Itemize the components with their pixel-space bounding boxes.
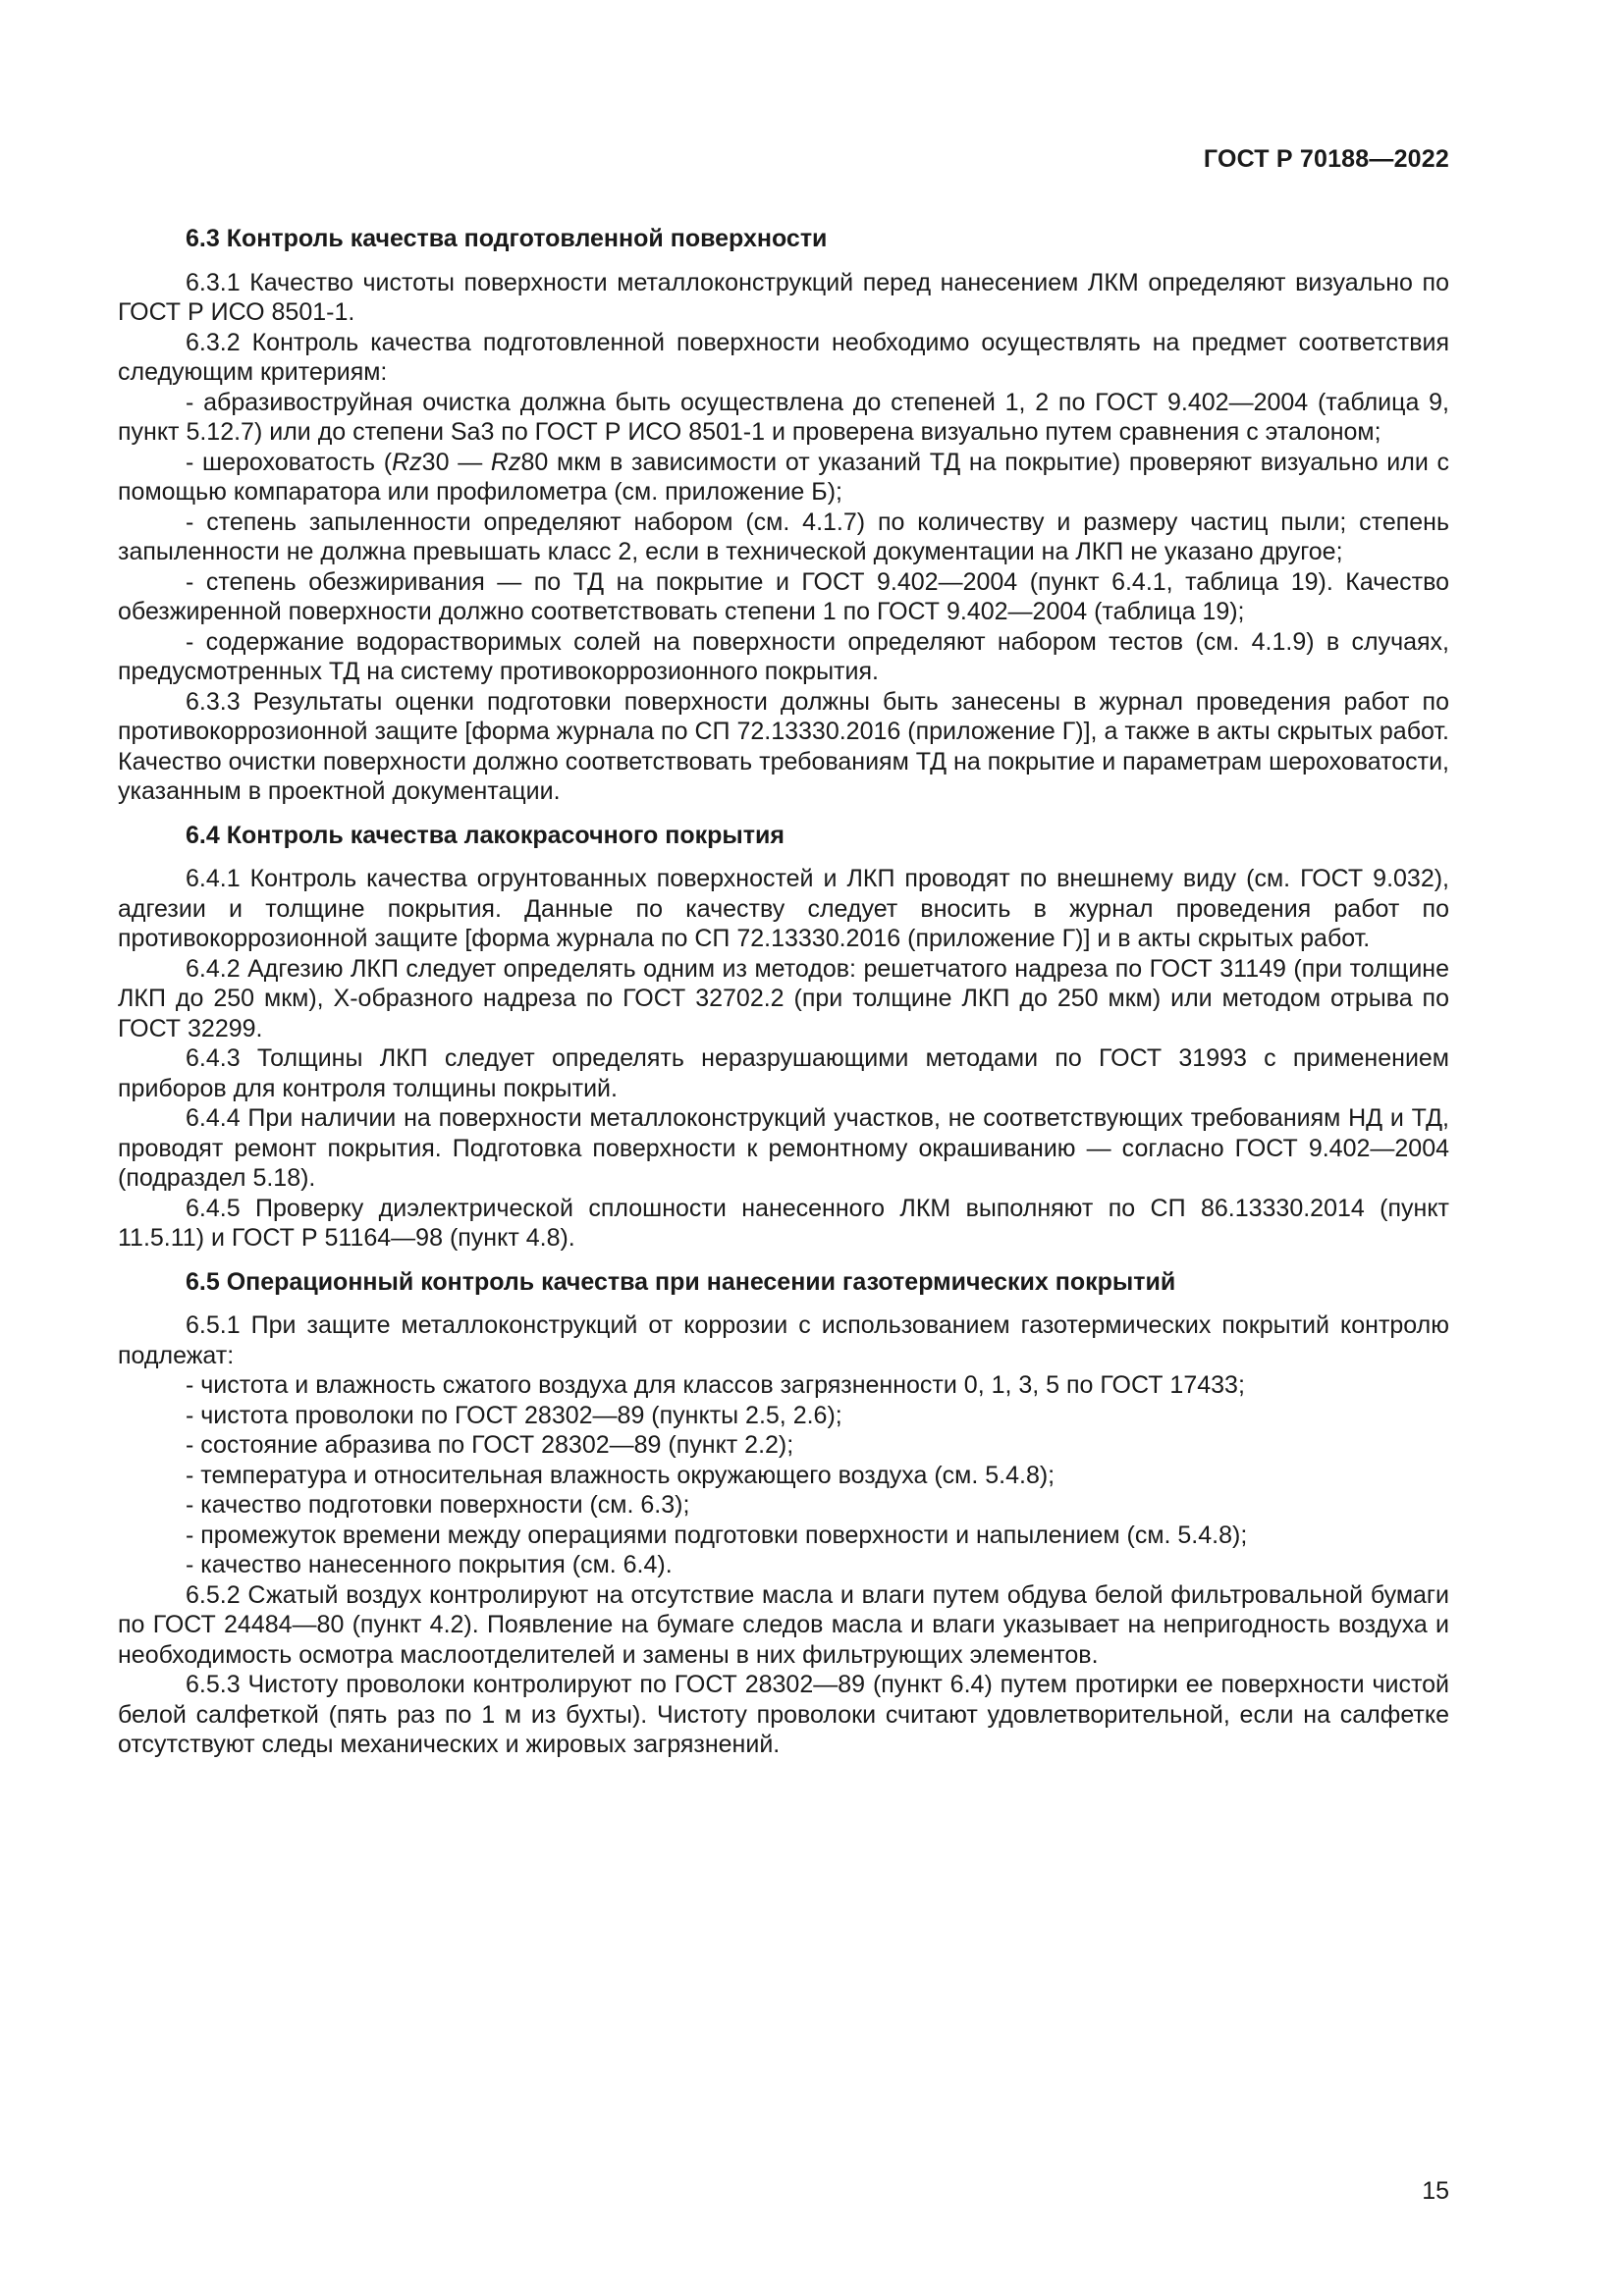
criteria-item: - содержание водорастворимых солей на поверхности определяют набором тестов (см. 4.1.9) в случаях, предусмотренных ТД на систему противокоррозионного покрытия. xyxy=(118,627,1449,685)
paragraph-6-4-1: 6.4.1 Контроль качества огрунтованных поверхностей и ЛКП проводят по внешнему виду (см. ГОСТ 9.032), адгезии и толщине покрытия. Данные по качеству следует вносить в журнал проведения работ по противокоррозионной защите [форма журнала по СП 72.13330.2016 (приложение Г)] и в акты скрытых работ. xyxy=(118,865,1449,952)
criteria-item: - степень запыленности определяют набором (см. 4.1.7) по количеству и размеру частиц пыли; степень запыленности не должна превышать класс 2, если в технической документации на ЛКП не указано другое; xyxy=(118,507,1449,565)
document-body xyxy=(118,224,1449,1760)
paragraph-6-3-2: 6.3.2 Контроль качества подготовленной поверхности необходимо осуществлять на предмет соответствия следующим критериям: xyxy=(118,328,1449,386)
section-heading-6-5: 6.5 Операционный контроль качества при нанесении газотермических покрытий xyxy=(186,1267,1176,1296)
text-run: - шероховатость ( xyxy=(186,448,393,476)
rz-symbol: Rz xyxy=(490,448,521,476)
criteria-item: - абразивоструйная очистка должна быть осуществлена до степеней 1, 2 по ГОСТ 9.402—2004 (таблица 9, пункт 5.12.7) или до степени Sa3 по ГОСТ Р ИСО 8501-1 и проверена визуально путем сравнения с эталоном; xyxy=(118,388,1449,446)
section-heading-6-3: 6.3 Контроль качества подготовленной поверхности xyxy=(186,225,828,252)
control-list-item: - состояние абразива по ГОСТ 28302—89 (пункт 2.2); xyxy=(186,1431,794,1459)
paragraph-6-5-1: 6.5.1 При защите металлоконструкций от коррозии с использованием газотермических покрытий контролю подлежат: xyxy=(118,1311,1449,1369)
criteria-item-roughness xyxy=(118,448,1449,507)
control-list-item: - промежуток времени между операциями подготовки поверхности и напылением (см. 5.4.8); xyxy=(186,1521,1248,1549)
text-run: 30 — xyxy=(421,448,491,476)
paragraph-6-3-1: 6.3.1 Качество чистоты поверхности металлоконструкций перед нанесением ЛКМ определяют визуально по ГОСТ Р ИСО 8501-1. xyxy=(118,268,1449,326)
control-list-item: - чистота проволоки по ГОСТ 28302—89 (пункты 2.5, 2.6); xyxy=(186,1401,842,1429)
paragraph-6-5-3: 6.5.3 Чистоту проволоки контролируют по ГОСТ 28302—89 (пункт 6.4) путем протирки ее поверхности чистой белой салфеткой (пять раз по 1 м из бухты). Чистоту проволоки считают удовлетворительной, если на салфетке отсутствуют следы механических и жировых загрязнений. xyxy=(118,1671,1449,1758)
paragraph-6-4-5: 6.4.5 Проверку диэлектрической сплошности нанесенного ЛКМ выполняют по СП 86.13330.2014 (пункт 11.5.11) и ГОСТ Р 51164—98 (пункт 4.8). xyxy=(118,1194,1449,1252)
rz-symbol: Rz xyxy=(392,448,422,476)
section-heading-6-4: 6.4 Контроль качества лакокрасочного покрытия xyxy=(186,821,785,849)
criteria-item: - степень обезжиривания — по ТД на покрытие и ГОСТ 9.402—2004 (пункт 6.4.1, таблица 19). Качество обезжиренной поверхности должно соответствовать степени 1 по ГОСТ 9.402—2004 (таблица 19); xyxy=(118,567,1449,625)
control-list-item: - качество нанесенного покрытия (см. 6.4). xyxy=(186,1551,673,1578)
paragraph-6-4-2: 6.4.2 Адгезию ЛКП следует определять одним из методов: решетчатого надреза по ГОСТ 31149 (при толщине ЛКП до 250 мкм), Х-образного надреза по ГОСТ 32702.2 (при толщине ЛКП до 250 мкм) или методом отрыва по ГОСТ 32299. xyxy=(118,954,1449,1042)
document-number: ГОСТ Р 70188—2022 xyxy=(1203,145,1449,173)
paragraph-6-5-2: 6.5.2 Сжатый воздух контролируют на отсутствие масла и влаги путем обдува белой фильтровальной бумаги по ГОСТ 24484—80 (пункт 4.2). Появление на бумаге следов масла и влаги указывает на непригодность воздуха и необходимость осмотра маслоотделителей и замены в них фильтрующих элементов. xyxy=(118,1580,1449,1669)
control-list-item: - качество подготовки поверхности (см. 6.3); xyxy=(186,1491,690,1519)
paragraph-6-4-4: 6.4.4 При наличии на поверхности металлоконструкций участков, не соответствующих требованиям НД и ТД, проводят ремонт покрытия. Подготовка поверхности к ремонтному окрашиванию — согласно ГОСТ 9.402—2004 (подраздел 5.18). xyxy=(118,1104,1449,1192)
control-list-item: - температура и относительная влажность окружающего воздуха (см. 5.4.8); xyxy=(186,1461,1056,1489)
paragraph-6-4-3: 6.4.3 Толщины ЛКП следует определять неразрушающими методами по ГОСТ 31993 с применением приборов для контроля толщины покрытий. xyxy=(118,1044,1449,1102)
control-list-item: - чистота и влажность сжатого воздуха для классов загрязненности 0, 1, 3, 5 по ГОСТ 17433; xyxy=(186,1371,1245,1399)
text-run: 80 мкм в зависимости от указаний ТД на покрытие) проверяют визуально или с помощью компаратора или профилометра (см. приложение Б); xyxy=(118,448,1450,506)
page-number: 15 xyxy=(1422,2177,1449,2205)
paragraph-6-3-3: 6.3.3 Результаты оценки подготовки поверхности должны быть занесены в журнал проведения работ по противокоррозионной защите [форма журнала по СП 72.13330.2016 (приложение Г)], а также в акты скрытых работ. Качество очистки поверхности должно соответствовать требованиям ТД на покрытие и параметрам шероховатости, указанным в проектной документации. xyxy=(118,687,1449,805)
